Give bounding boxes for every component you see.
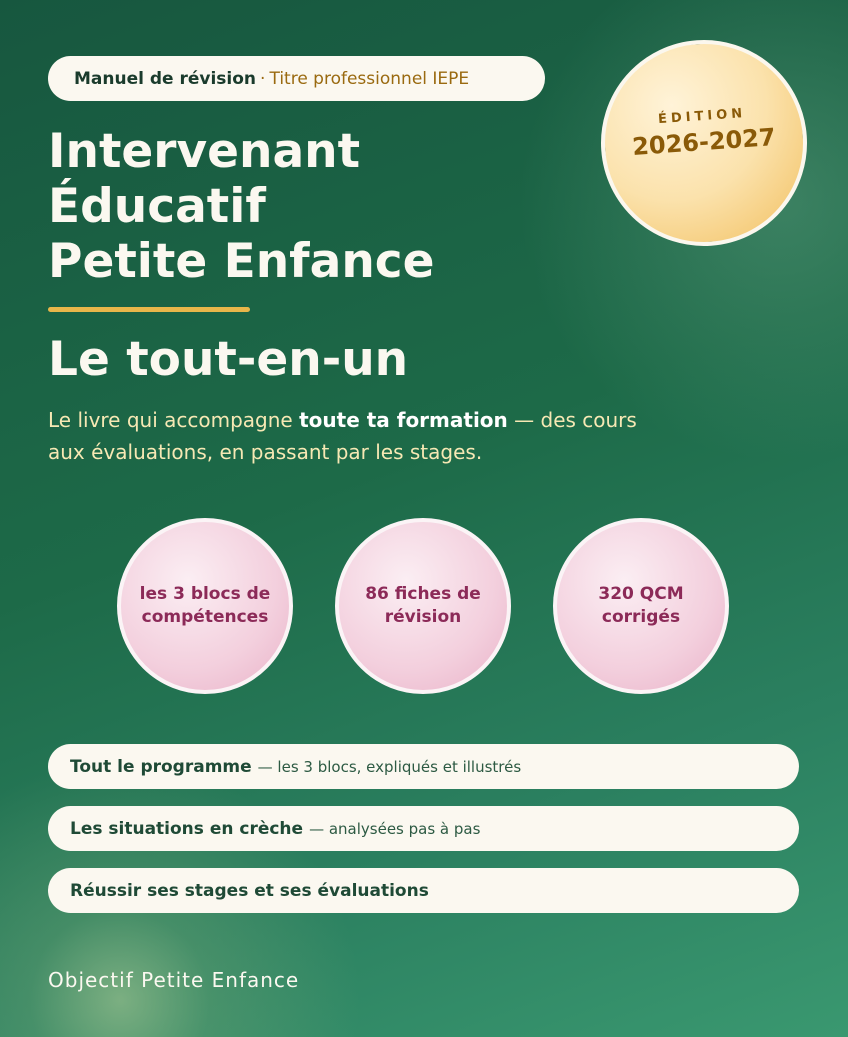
feature-circle-text: les 3 blocs de compétences	[139, 584, 271, 627]
feature-row-detail: — analysées pas à pas	[309, 819, 481, 838]
feature-circle	[117, 518, 293, 694]
pill-separator: ·	[260, 68, 266, 89]
feature-row-title: Tout le programme	[70, 756, 252, 777]
feature-row	[48, 868, 799, 913]
brand-footer: Objectif Petite Enfance	[48, 968, 300, 992]
feature-row-title: Réussir ses stages et ses évaluations	[70, 880, 429, 901]
title-line: Petite Enfance	[48, 234, 435, 289]
feature-circle	[553, 518, 729, 694]
feature-circle-text: 320 QCM corrigés	[598, 584, 684, 627]
edition-badge	[594, 33, 814, 253]
subtitle: Le tout-en-un	[48, 332, 409, 387]
feature-row-detail: — les 3 blocs, expliqués et illustrés	[257, 757, 522, 776]
edition-label: ÉDITION	[657, 105, 747, 127]
feature-circle-text: 86 fiches de révision	[365, 584, 481, 627]
lead-text: Le livre qui accompagne	[48, 408, 300, 432]
lead-text: — des cours aux évaluations, en passant par les stages.	[48, 408, 637, 464]
title-divider	[48, 307, 250, 312]
lead-paragraph	[48, 404, 648, 468]
header-pill	[48, 56, 545, 101]
feature-row-title: Les situations en crèche	[70, 818, 304, 839]
manual-label: Manuel de révision	[74, 68, 257, 89]
feature-circle	[335, 518, 511, 694]
lead-highlight: toute ta formation	[299, 408, 508, 432]
feature-row	[48, 806, 799, 851]
title-line: Éducatif	[48, 179, 266, 234]
page-title	[48, 124, 435, 289]
title-line: Intervenant	[48, 124, 361, 179]
edition-years: 2026-2027	[631, 122, 777, 161]
certification-label: Titre professionnel IEPE	[269, 68, 470, 89]
feature-row	[48, 744, 799, 789]
